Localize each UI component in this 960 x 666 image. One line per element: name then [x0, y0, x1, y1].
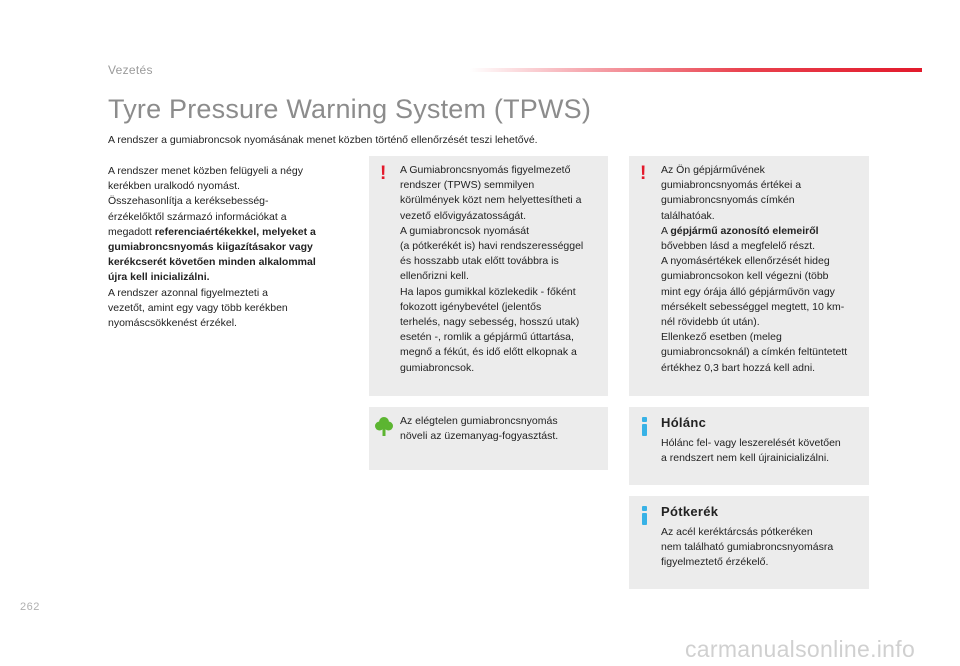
- text-line: vezetőt, amint egy vagy több kerékben: [108, 301, 288, 314]
- text-line: körülmények közt nem helyettesítheti a: [400, 194, 582, 207]
- text-line: Az elégtelen gumiabroncsnyomás: [400, 415, 558, 427]
- bold-text: kerékcserét követően minden alkalommal: [108, 256, 316, 269]
- text-line: nél rövidebb út után).: [661, 316, 760, 329]
- text-line: találhatóak.: [661, 209, 715, 222]
- text-line: (a pótkerékét is) havi rendszerességgel: [400, 240, 584, 253]
- text-line: esetén -, romlik a gépjármű úttartása,: [400, 331, 574, 344]
- bold-text: gumiabroncsnyomás kiigazításakor vagy: [108, 241, 313, 254]
- text-line: gumiabroncsnyomás címkén: [661, 194, 795, 207]
- warning-box-pressure-values: [629, 156, 869, 396]
- box-title: Pótkerék: [661, 504, 719, 519]
- page-number: 262: [20, 601, 40, 613]
- text-line: [661, 224, 866, 239]
- text-line: értékhez 0,3 bart hozzá kell adni.: [661, 361, 816, 374]
- info-content: [661, 415, 866, 466]
- info-text: [661, 436, 866, 466]
- bold-text: referenciaértékekkel, melyeket a: [154, 225, 316, 238]
- text-line: Hólánc fel- vagy leszerelését követően: [661, 437, 841, 449]
- exclamation-icon: !: [380, 163, 387, 184]
- text-line: A gumiabroncsok nyomását: [400, 224, 529, 237]
- warning-box-tpws: [369, 156, 608, 396]
- info-box-spare-wheel: [629, 496, 869, 589]
- tree-icon: [375, 416, 393, 436]
- text-line: nyomáscsökkenést érzékel.: [108, 317, 237, 330]
- bold-text: újra kell inicializálni.: [108, 271, 210, 284]
- main-text-column: [108, 164, 344, 331]
- text-fragment: megadott: [108, 225, 155, 238]
- text-line: nem található gumiabroncsnyomásra: [661, 541, 834, 554]
- text-line: Az Ön gépjárművének: [661, 164, 765, 176]
- text-line: mint egy órája álló gépjárművön vagy: [661, 285, 835, 298]
- intro-text: A rendszer a gumiabroncsok nyomásának menet közben történő ellenőrzését teszi lehetővé.: [108, 134, 538, 146]
- text-line: Az acél keréktárcsás pótkeréken: [661, 526, 813, 538]
- page-title: Tyre Pressure Warning System (TPWS): [108, 94, 592, 124]
- text-line: kerékben uralkodó nyomást.: [108, 180, 240, 193]
- info-icon: [642, 417, 647, 436]
- text-line: Ellenkező esetben (meleg: [661, 331, 782, 344]
- text-line: gumiabroncsok.: [400, 361, 475, 374]
- text-line: gumiabroncsokon kell végezni (több: [661, 270, 829, 283]
- box-title: Hólánc: [661, 415, 707, 430]
- text-line: A Gumiabroncsnyomás figyelmezető: [400, 164, 571, 176]
- header-rule: [470, 68, 922, 72]
- text-line: bővebben lásd a megfelelő részt.: [661, 240, 816, 253]
- section-label: Vezetés: [108, 63, 153, 77]
- watermark: carmanualsonline.info: [685, 636, 916, 662]
- text-line: fokozott igénybevétel (jelentős: [400, 300, 542, 313]
- info-text: [661, 525, 866, 571]
- text-line: a rendszert nem kell újrainicializálni.: [661, 452, 830, 465]
- text-line: [108, 255, 344, 270]
- eco-text: [400, 414, 605, 444]
- text-line: [108, 225, 344, 240]
- text-line: gumiabroncsnyomás értékei a: [661, 179, 802, 192]
- text-line: [108, 240, 344, 255]
- text-line: és hosszabb utak előtt továbbra is: [400, 255, 559, 268]
- warning-text: [661, 163, 866, 376]
- text-fragment: A: [661, 224, 671, 237]
- text-line: növeli az üzemanyag-fogyasztást.: [400, 430, 559, 443]
- text-line: ellenőrizni kell.: [400, 270, 469, 283]
- info-box-snow-chains: [629, 407, 869, 485]
- info-content: [661, 504, 866, 571]
- text-line: megnő a fékút, és idő előtt elkopnak a: [400, 346, 577, 359]
- warning-text: [400, 163, 605, 376]
- text-line: vezető elővigyázatosságát.: [400, 209, 527, 222]
- bold-text: gépjármű azonosító elemeiről: [670, 224, 819, 237]
- text-line: A nyomásértékek ellenőrzését hideg: [661, 255, 830, 268]
- text-line: Ha lapos gumikkal közlekedik - főként: [400, 285, 576, 298]
- text-line: A rendszer azonnal figyelmezteti a: [108, 286, 268, 299]
- text-line: figyelmeztető érzékelő.: [661, 556, 769, 569]
- text-line: Összehasonlítja a keréksebesség-: [108, 195, 269, 208]
- text-line: mérsékelt sebességgel megtett, 10 km-: [661, 300, 845, 313]
- text-line: gumiabroncsoknál) a címkén feltüntetett: [661, 346, 848, 359]
- text-line: rendszer (TPWS) semmilyen: [400, 179, 535, 192]
- text-line: érzékelőktől származó információkat a: [108, 210, 287, 223]
- text-line: [108, 270, 344, 285]
- info-icon: [642, 506, 647, 525]
- text-line: terhelés, nagy sebesség, hosszú utak): [400, 316, 580, 329]
- text-line: A rendszer menet közben felügyeli a négy: [108, 165, 303, 177]
- eco-box: [369, 407, 608, 470]
- exclamation-icon: !: [640, 163, 647, 184]
